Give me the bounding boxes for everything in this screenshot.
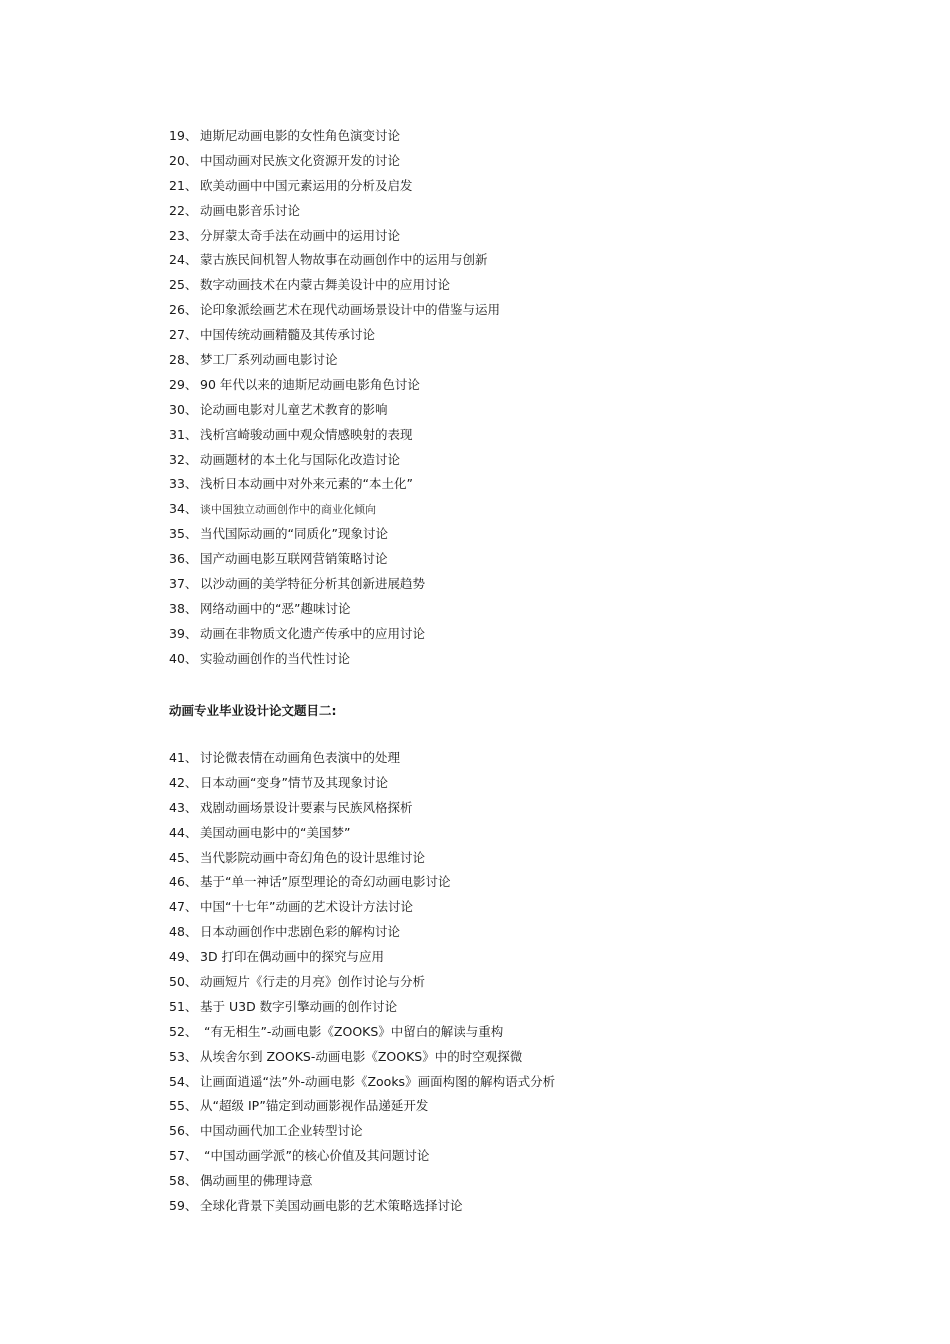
item-text: 梦工厂系列动画电影讨论 [200,352,338,368]
item-text: 中国“十七年”动画的艺术设计方法讨论 [200,899,413,915]
list-item [169,199,500,224]
item-text: 当代国际动画的“同质化”现象讨论 [200,526,388,542]
item-text: 动画题材的本土化与国际化改造讨论 [200,451,401,467]
item-text: 动画电影音乐讨论 [200,202,301,218]
item-text: 欧美动画中中国元素运用的分析及启发 [200,177,413,193]
item-number: 34、 [169,501,198,517]
list-item [169,796,555,821]
list-item [169,597,500,622]
list-item [169,1070,555,1095]
item-number: 26、 [169,302,198,318]
item-text: 动画短片《行走的月亮》创作讨论与分析 [200,974,426,990]
item-number: 44、 [169,824,198,840]
item-text: 国产动画电影互联网营销策略讨论 [200,551,388,567]
item-number: 39、 [169,625,198,641]
item-number: 31、 [169,426,198,442]
item-number: 45、 [169,849,198,865]
item-number: 40、 [169,650,198,666]
item-number: 28、 [169,352,198,368]
list-item [169,1169,555,1194]
list-item [169,273,500,298]
list-item [169,423,500,448]
item-number: 43、 [169,799,198,815]
list-item [169,771,555,796]
list-item [169,846,555,871]
list-item [169,995,555,1020]
item-number: 29、 [169,376,198,392]
item-text: 讨论微表情在动画角色表演中的处理 [200,750,401,765]
list-item [169,298,500,323]
item-text: 实验动画创作的当代性讨论 [200,650,351,666]
list-item [169,149,500,174]
section-heading: 动画专业毕业设计论文题目二: [169,703,337,718]
list-item [169,497,500,522]
list-item [169,870,555,895]
list-item [169,1020,555,1045]
item-text: 中国动画代加工企业转型讨论 [200,1123,363,1139]
item-number: 58、 [169,1173,198,1189]
item-number: 22、 [169,202,198,218]
list-item [169,1045,555,1070]
list-item [169,522,500,547]
item-number: 35、 [169,526,198,542]
list-item [169,1094,555,1119]
item-number: 38、 [169,600,198,616]
list-item [169,472,500,497]
item-text: 美国动画电影中的“美国梦” [200,824,351,840]
item-number: 52、 [169,1023,198,1039]
item-text: 90 年代以来的迪斯尼动画电影角色讨论 [200,376,420,392]
item-text: 蒙古族民间机智人物故事在动画创作中的运用与创新 [200,252,488,268]
item-number: 53、 [169,1048,198,1064]
list-item [169,124,500,149]
item-number: 36、 [169,551,198,567]
item-number: 50、 [169,974,198,990]
list-item [169,323,500,348]
list-item [169,547,500,572]
item-number: 59、 [169,1198,198,1214]
item-number: 33、 [169,476,198,492]
item-text: 网络动画中的“恶”趣味讨论 [200,600,351,616]
item-text: 3D 打印在偶动画中的探究与应用 [200,949,385,965]
list-item [169,1194,555,1219]
list-item [169,920,555,945]
list-item [169,622,500,647]
item-number: 41、 [169,750,198,765]
list-item [169,746,555,771]
item-text: 论动画电影对儿童艺术教育的影响 [200,401,388,417]
item-number: 20、 [169,152,198,168]
item-number: 42、 [169,774,198,790]
item-text: “有无相生”-动画电影《ZOOKS》中留白的解读与重构 [200,1023,504,1039]
list-item [169,174,500,199]
list-item [169,572,500,597]
list-item [169,970,555,995]
item-number: 46、 [169,874,198,890]
item-text: 戏剧动画场景设计要素与民族风格探析 [200,799,413,815]
list-item [169,248,500,273]
list-item [169,398,500,423]
item-number: 32、 [169,451,198,467]
list-item [169,647,500,672]
list-item [169,945,555,970]
item-text: 数字动画技术在内蒙古舞美设计中的应用讨论 [200,277,451,293]
item-text: 浅析宫崎骏动画中观众情感映射的表现 [200,426,413,442]
item-text: 偶动画里的佛理诗意 [200,1173,313,1189]
list-item [169,224,500,249]
item-number: 30、 [169,401,198,417]
item-text: 当代影院动画中奇幻角色的设计思维讨论 [200,849,426,865]
item-text: 浅析日本动画中对外来元素的“本土化” [200,476,413,492]
item-number: 23、 [169,227,198,243]
item-number: 55、 [169,1098,198,1114]
item-text: 基于 U3D 数字引擎动画的创作讨论 [200,998,398,1014]
list-item [169,448,500,473]
item-text: 从埃舍尔到 ZOOKS-动画电影《ZOOKS》中的时空观探微 [200,1048,523,1064]
item-number: 51、 [169,998,198,1014]
item-number: 56、 [169,1123,198,1139]
item-text: 迪斯尼动画电影的女性角色演变讨论 [200,128,401,143]
item-number: 47、 [169,899,198,915]
item-text: 分屏蒙太奇手法在动画中的运用讨论 [200,227,401,243]
list-item [169,1119,555,1144]
item-text: 日本动画“变身”情节及其现象讨论 [200,774,388,790]
item-text: 让画面逍遥“法”外-动画电影《Zooks》画面构图的解构语式分析 [200,1073,556,1089]
item-text: 从“超级 IP”锚定到动画影视作品递延开发 [200,1098,429,1114]
topic-list-2 [169,746,555,1219]
list-item [169,821,555,846]
item-text: 中国动画对民族文化资源开发的讨论 [200,152,401,168]
item-number: 21、 [169,177,198,193]
item-text: 基于“单一神话”原型理论的奇幻动画电影讨论 [200,874,451,890]
item-number: 37、 [169,576,198,592]
item-number: 48、 [169,924,198,940]
item-text: “中国动画学派”的核心价值及其问题讨论 [200,1148,430,1164]
item-text: 谈中国独立动画创作中的商业化倾向 [200,503,376,517]
item-text: 日本动画创作中悲剧色彩的解构讨论 [200,924,401,940]
item-number: 27、 [169,327,198,343]
item-number: 54、 [169,1073,198,1089]
item-text: 论印象派绘画艺术在现代动画场景设计中的借鉴与运用 [200,302,501,318]
item-number: 24、 [169,252,198,268]
list-item [169,348,500,373]
item-text: 以沙动画的美学特征分析其创新进展趋势 [200,576,426,592]
item-text: 全球化背景下美国动画电影的艺术策略选择讨论 [200,1198,463,1214]
list-item [169,1144,555,1169]
item-number: 25、 [169,277,198,293]
item-number: 49、 [169,949,198,965]
list-item [169,895,555,920]
item-text: 中国传统动画精髓及其传承讨论 [200,327,376,343]
item-text: 动画在非物质文化遗产传承中的应用讨论 [200,625,426,641]
topic-list-1 [169,124,500,672]
list-item [169,373,500,398]
item-number: 57、 [169,1148,198,1164]
item-number: 19、 [169,128,198,143]
